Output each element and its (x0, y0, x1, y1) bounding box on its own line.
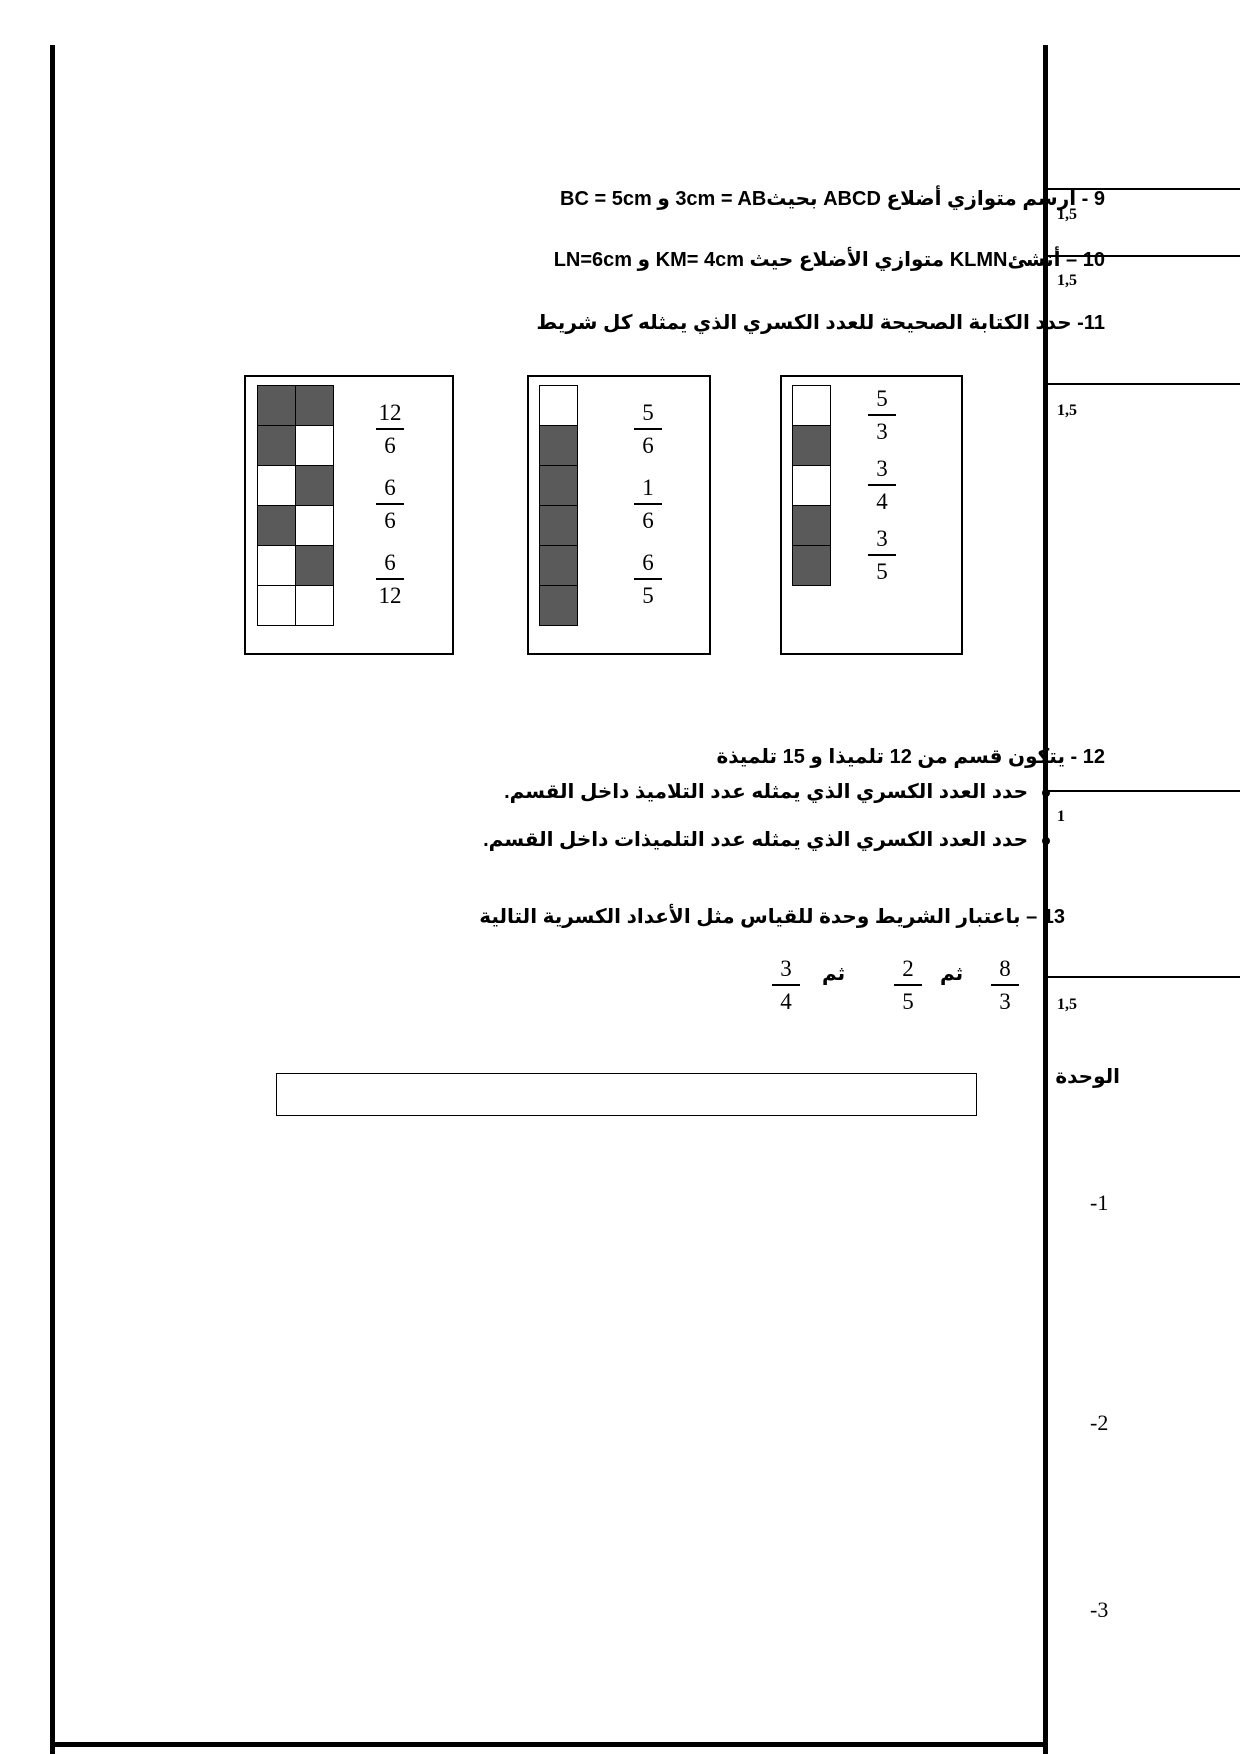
empty-cell (257, 585, 296, 626)
empty-cell (792, 385, 831, 426)
score-q13: 1,5 (1057, 996, 1077, 1013)
fraction-bar (376, 428, 404, 430)
step-3-label: -3 (1090, 1597, 1109, 1622)
step-2-label: -2 (1090, 1410, 1109, 1435)
shaded-cell (539, 585, 578, 626)
fraction-bar (772, 984, 800, 986)
question-11: 11- حدد الكتابة الصحيحة للعدد الكسري الذي يمثله كل شريط (536, 312, 1105, 334)
shaded-cell (257, 385, 296, 426)
strip-3-option-fraction (862, 526, 902, 585)
shaded-cell (295, 545, 334, 586)
fraction-numerator: 5 (876, 386, 888, 411)
empty-cell (295, 585, 334, 626)
empty-cell (792, 465, 831, 506)
fraction-denominator: 4 (780, 988, 792, 1014)
left-margin-line (50, 45, 55, 1754)
fraction-numerator: 3 (780, 956, 792, 981)
shaded-cell (792, 425, 831, 466)
fraction-denominator: 4 (876, 488, 888, 514)
shaded-cell (539, 545, 578, 586)
strip-2-option-fraction (628, 550, 668, 609)
fraction-bar (894, 984, 922, 986)
then-word: ثم (940, 963, 964, 985)
fraction-bar (634, 428, 662, 430)
fraction-numerator: 3 (876, 526, 888, 551)
question-12: 12 - يتكون قسم من 12 تلميذا و 15 تلميذة (716, 746, 1105, 768)
fraction-bar (634, 578, 662, 580)
strip-1-option-fraction (370, 400, 410, 459)
score-divider (1048, 790, 1240, 792)
fraction-denominator: 3 (876, 418, 888, 444)
fraction-denominator: 12 (378, 582, 402, 608)
empty-cell (295, 505, 334, 546)
fraction-numerator: 6 (384, 475, 396, 500)
right-margin-line (1043, 45, 1048, 1754)
shaded-cell (295, 465, 334, 506)
empty-cell (295, 425, 334, 466)
question-9: 9 - ارسم متوازي أضلاع ABCD بحيث3cm = AB و BC = 5cm (560, 188, 1105, 210)
question-10: 10 – أنشئKLMN متوازي الأضلاع حيث KM= 4cm و LN=6cm (553, 249, 1105, 271)
fraction-bar (868, 484, 896, 486)
shaded-cell (539, 425, 578, 466)
fraction-numerator: 6 (642, 550, 654, 575)
shaded-cell (792, 505, 831, 546)
shaded-cell (539, 465, 578, 506)
empty-cell (257, 545, 296, 586)
bullet-icon (1042, 789, 1050, 797)
empty-cell (539, 385, 578, 426)
strip-3-option-fraction (862, 456, 902, 515)
bullet-icon (1042, 837, 1050, 845)
fraction-bar (376, 503, 404, 505)
strip-1-option-fraction (370, 550, 410, 609)
shaded-cell (257, 505, 296, 546)
fraction-denominator: 6 (642, 432, 654, 458)
fraction-bar (376, 578, 404, 580)
score-q9: 1,5 (1057, 206, 1077, 223)
score-divider (1048, 976, 1240, 978)
fraction-numerator: 6 (384, 550, 396, 575)
unit-label: الوحدة (1055, 1066, 1120, 1088)
strip-1-option-fraction (370, 475, 410, 534)
shaded-cell (295, 385, 334, 426)
question-12-bullet-1: حدد العدد الكسري الذي يمثله عدد التلاميذ داخل القسم. (504, 781, 1028, 803)
q13-fraction (766, 956, 806, 1015)
bottom-border-line (50, 1742, 1048, 1747)
fraction-numerator: 8 (999, 956, 1011, 981)
fraction-denominator: 6 (384, 507, 396, 533)
fraction-bar (991, 984, 1019, 986)
shaded-cell (257, 425, 296, 466)
fraction-denominator: 5 (902, 988, 914, 1014)
shaded-cell (539, 505, 578, 546)
step-1-label: -1 (1090, 1190, 1109, 1215)
shaded-cell (792, 545, 831, 586)
strip-2-option-fraction (628, 400, 668, 459)
fraction-denominator: 6 (642, 507, 654, 533)
fraction-denominator: 5 (642, 582, 654, 608)
unit-strip (276, 1073, 977, 1116)
question-13: 13 – باعتبار الشريط وحدة للقياس مثل الأعداد الكسرية التالية (479, 906, 1065, 928)
empty-cell (257, 465, 296, 506)
then-word: ثم (822, 963, 846, 985)
fraction-numerator: 12 (378, 400, 402, 425)
score-q12: 1 (1057, 808, 1065, 825)
fraction-denominator: 6 (384, 432, 396, 458)
fraction-bar (868, 414, 896, 416)
question-12-bullet-2: حدد العدد الكسري الذي يمثله عدد التلميذات داخل القسم. (483, 829, 1028, 851)
q13-fraction (888, 956, 928, 1015)
fraction-numerator: 1 (642, 475, 654, 500)
fraction-numerator: 5 (642, 400, 654, 425)
strip-3-option-fraction (862, 386, 902, 445)
fraction-bar (634, 503, 662, 505)
score-q11: 1,5 (1057, 402, 1077, 419)
strip-2-option-fraction (628, 475, 668, 534)
score-q10: 1,5 (1057, 272, 1077, 289)
fraction-numerator: 3 (876, 456, 888, 481)
fraction-numerator: 2 (902, 956, 914, 981)
fraction-denominator: 3 (999, 988, 1011, 1014)
fraction-bar (868, 554, 896, 556)
score-divider (1048, 383, 1240, 385)
fraction-denominator: 5 (876, 558, 888, 584)
q13-fraction (985, 956, 1025, 1015)
